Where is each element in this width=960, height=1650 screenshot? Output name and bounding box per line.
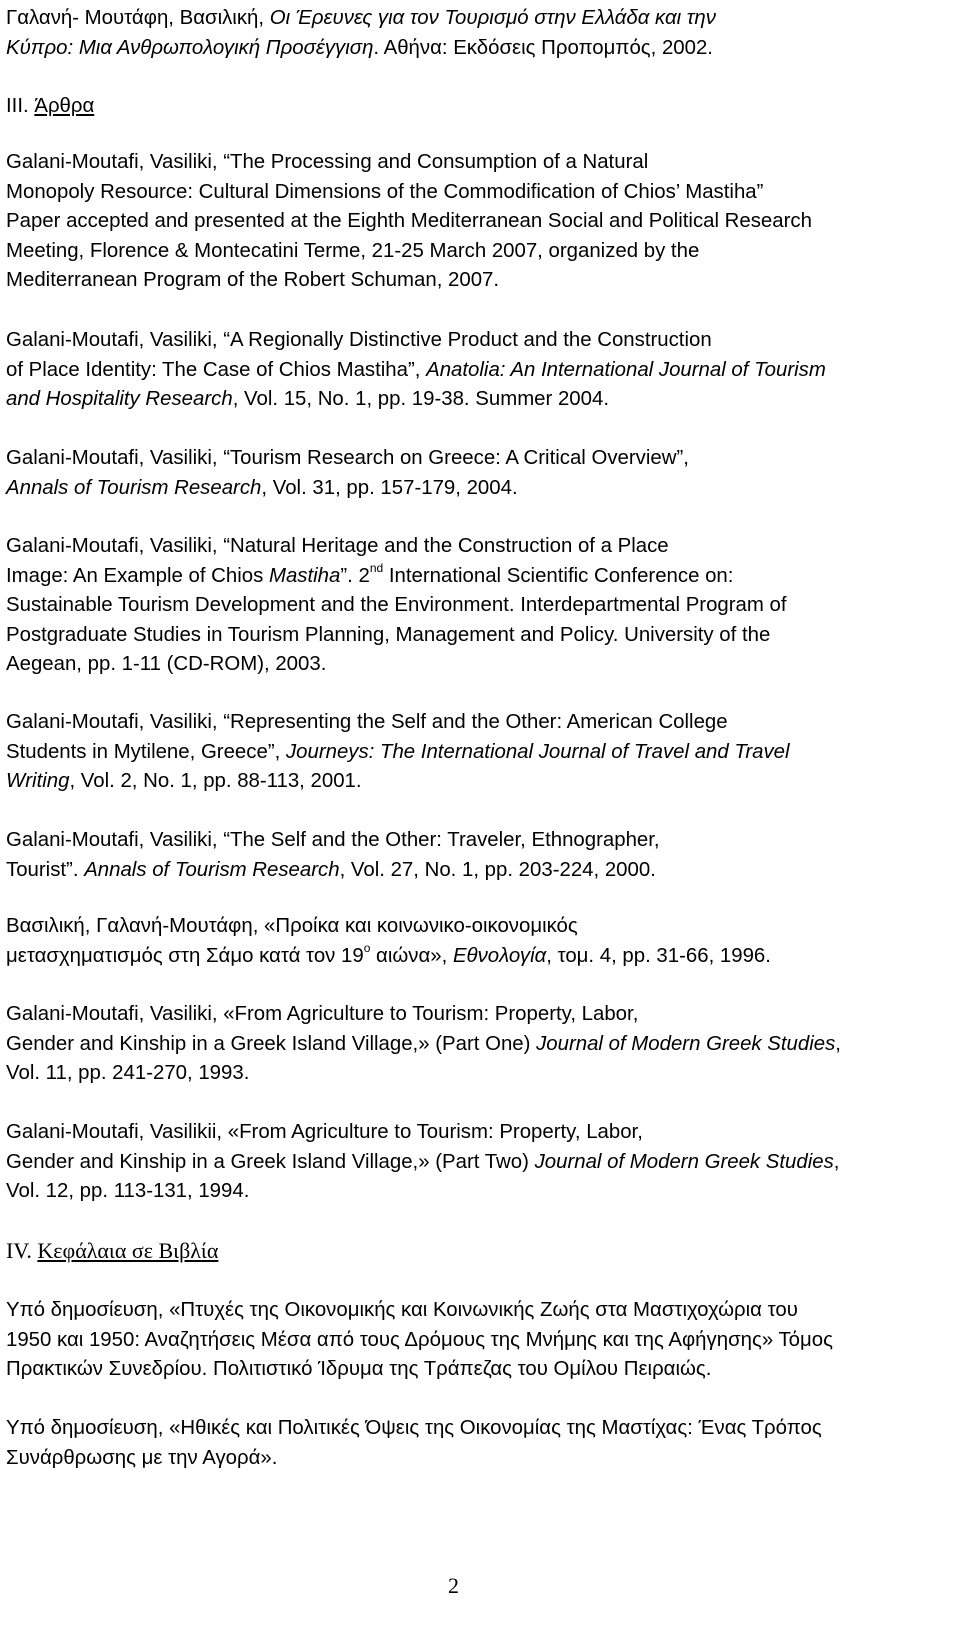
ref-book-title: Οι Έρευνες για τον Τουρισμό στην Ελλάδα και την xyxy=(269,7,716,29)
article-reference: Galani-Moutafi, Vasiliki, “A Regionally Distinctive Product and the Construction of Place Identity: The Case of Chios Mastiha”, Anatolia: An International Journal of Tourism and Hospitality Research, Vol. 15, No. 1, pp. 19-38. Summer 2004. xyxy=(6,329,826,410)
article-reference: Galani-Moutafi, Vasiliki, “The Processing and Consumption of a Natural Monopoly Resource: Cultural Dimensions of the Commodification of Chios’ Mastiha” Paper accepted and presented at the Eighth Mediterranean Social and Political Research Meeting, Florence & Montecatini Terme, 21-25 March 2007, organized by the Mediterranean Program of the Robert Schuman, 2007. xyxy=(6,151,812,291)
page-number: 2 xyxy=(448,1573,459,1598)
chapter-reference: Υπό δημοσίευση, «Πτυχές της Οικονομικής και Κοινωνικής Ζωής στα Μαστιχοχώρια του 1950 και 1950: Αναζητήσεις Μέσα από τους Δρόμους της Μνήμης και της Αφήγησης» Τόμος Πρακτικών Συνεδρίου. Πολιτιστικό Ίδρυμα της Τράπεζας του Ομίλου Πειραιώς. xyxy=(6,1299,833,1380)
article-reference: Galani-Moutafi, Vasiliki, “The Self and the Other: Traveler, Ethnographer, Tourist”. Annals of Tourism Research, Vol. 27, No. 1, pp. 203-224, 2000. xyxy=(6,829,660,881)
section-number: IV. xyxy=(6,1238,38,1263)
book-reference xyxy=(6,4,916,63)
journal-title: Annals of Tourism Research xyxy=(6,476,262,499)
article-reference: Galani-Moutafi, Vasilikii, «From Agriculture to Tourism: Property, Labor, Gender and Kinship in a Greek Island Village,» (Part Two) Journal of Modern Greek Studies, Vol. 12, pp. 113-131, 1994. xyxy=(6,1121,840,1202)
article-reference: Galani-Moutafi, Vasiliki, “Representing the Self and the Other: American College Students in Mytilene, Greece”, Journeys: The International Journal of Travel and Travel Writing, Vol. 2, No. 1, pp. 88-113, 2001. xyxy=(6,711,790,792)
journal-title: Journal of Modern Greek Studies xyxy=(536,1032,836,1055)
journal-title: and Hospitality Research xyxy=(6,388,233,410)
section-title: Άρθρα xyxy=(34,95,95,117)
article-reference: Galani-Moutafi, Vasiliki, “Tourism Research on Greece: A Critical Overview”, Annals of Tourism Research, Vol. 31, pp. 157-179, 2004. xyxy=(6,447,689,499)
journal-title: Journal of Modern Greek Studies xyxy=(534,1150,834,1173)
journal-title: Writing xyxy=(6,770,70,792)
journal-title: Anatolia: An International Journal of Tourism xyxy=(426,358,826,381)
article-reference: Galani-Moutafi, Vasiliki, «From Agriculture to Tourism: Property, Labor, Gender and Kinship in a Greek Island Village,» (Part One) Journal of Modern Greek Studies, Vol. 11, pp. 241-270, 1993. xyxy=(6,1003,841,1084)
article-reference: Βασιλική, Γαλανή-Μουτάφη, «Προίκα και κοινωνικο-οικονομικός μετασχηματισμός στη Σάμο κατά τον $19^o$ αιώνα», Εθνολογία, τομ. 4, pp. 31-66, 1996. xyxy=(6,915,771,967)
section-title: Κεφάλαια σε Βιβλία xyxy=(37,1238,219,1263)
journal-title: Annals of Tourism Research xyxy=(84,858,340,881)
ref-author: Γαλανή- Μουτάφη, Βασιλική, xyxy=(6,7,270,29)
journal-title: Journeys: The International Journal of Travel and Travel xyxy=(285,740,790,763)
section-heading-chapters xyxy=(6,1236,916,1266)
journal-title: Εθνολογία xyxy=(452,944,547,967)
article-reference: Galani-Moutafi, Vasiliki, “Natural Heritage and the Construction of a Place Image: An Example of Chios Mastiha”. 2nd International Scientific Conference on: Sustainable Tourism Development and the Environment. Interdepartmental Program of Postgraduate Studies in Tourism Planning, Management and Policy. University of the Aegean, pp. 1-11 (CD-ROM), 2003. xyxy=(6,535,787,675)
chapter-reference: Υπό δημοσίευση, «Ηθικές και Πολιτικές Όψεις της Οικονομίας της Μαστίχας: Ένας Τρόπος Συνάρθρωσης με την Αγορά». xyxy=(6,1417,822,1469)
ref-book-title-cont: Κύπρο: Μια Ανθρωπολογική Προσέγγιση xyxy=(6,36,374,59)
ref-publisher: . Αθήνα: Εκδόσεις Προπομπός, 2002. xyxy=(373,36,713,59)
section-heading-articles xyxy=(6,92,916,122)
section-number: III. xyxy=(6,95,35,117)
